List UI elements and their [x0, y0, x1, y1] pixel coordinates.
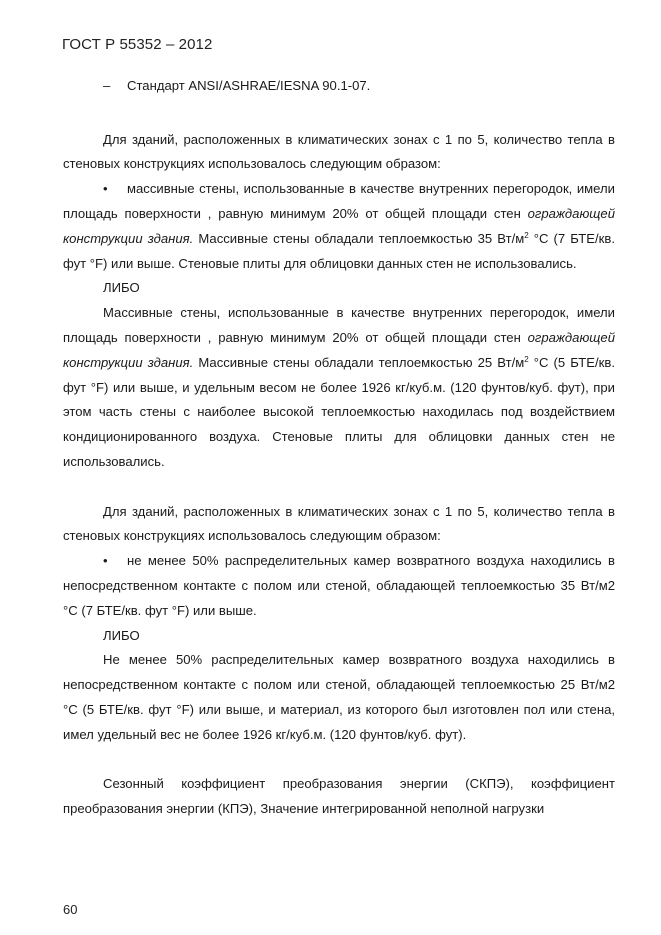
list-item-bullet-1: [63, 177, 615, 276]
alt-italic-text: ограждающей конструкции здания.: [63, 329, 615, 370]
spacer: [63, 748, 615, 773]
paragraph-alternative-1: [63, 301, 615, 475]
or-label: ЛИБО: [103, 280, 140, 296]
superscript: 2: [524, 230, 529, 240]
bullet-text-a: массивные стены, использованные в качестве внутренних перегородок, имели площадь поверхности , равную минимум 20% от общей площади стен: [63, 181, 615, 221]
bullet-icon: •: [103, 181, 108, 197]
bullet-italic-text: ограждающей конструкции здания.: [63, 205, 615, 246]
standard-text: Стандарт ANSI/ASHRAE/IESNA 90.1-07.: [127, 78, 371, 93]
bullet-text-c: °C (7 БТЕ/кв. фут °F) или выше. Стеновые плиты для облицовки данных стен не использовались.: [63, 230, 615, 271]
list-item-standard: [63, 74, 615, 99]
document-header: ГОСТ Р 55352 – 2012: [62, 36, 213, 53]
spacer: [63, 99, 615, 124]
list-item-bullet-2: [63, 549, 615, 623]
spacer: [63, 475, 615, 500]
paragraph-alternative-2: Не менее 50% распределительных камер возвратного воздуха находились в непосредственном контакте с полом или стеной, обладающей теплоемкостью 25 Вт/м2 °C (5 БТЕ/кв. фут °F) или выше, и материал, из которого был изготовлен пол или стена, имел удельный вес не более 1926 кг/куб.м. (120 фунтов/куб. фут).: [63, 652, 615, 742]
page-body: [63, 74, 615, 822]
paragraph-intro-2: Для зданий, расположенных в климатических зонах с 1 по 5, количество тепла в стеновых конструкциях использовалось следующим образом:: [63, 503, 615, 544]
paragraph-skpe: Сезонный коэффициент преобразования энергии (СКПЭ), коэффициент преобразования энергии (КПЭ), Значение интегрированной неполной нагрузки: [63, 776, 615, 817]
bullet-text-b: Массивные стены обладали теплоемкостью 35 Вт/м: [193, 230, 525, 246]
dash-icon: –: [103, 78, 111, 93]
or-label: ЛИБО: [103, 627, 140, 643]
superscript: 2: [524, 354, 529, 364]
alt-text-a: Массивные стены, использованные в качестве внутренних перегородок, имели площадь поверхности , равную минимум 20% от общей площади стен: [63, 305, 615, 345]
paragraph-intro-1: Для зданий, расположенных в климатических зонах с 1 по 5, количество тепла в стеновых конструкциях использовалось следующим образом:: [63, 131, 615, 172]
alt-text-c: °C (5 БТЕ/кв. фут °F) или выше, и удельным весом не более 1926 кг/куб.м. (120 фунтов/куб. фут), при этом часть стены с наиболее высокой теплоемкостью находилась под воздействием кондиционированного воздуха. Стеновые плиты для облицовки данных стен не использовались.: [63, 354, 615, 469]
alt-text-b: Массивные стены обладали теплоемкостью 25 Вт/м: [193, 354, 525, 370]
bullet-text: не менее 50% распределительных камер возвратного воздуха находились в непосредственном контакте с полом или стеной, обладающей теплоемкостью 35 Вт/м2 °C (7 БТЕ/кв. фут °F) или выше.: [63, 553, 615, 618]
bullet-icon: •: [103, 553, 108, 569]
page-number: 60: [63, 902, 78, 917]
